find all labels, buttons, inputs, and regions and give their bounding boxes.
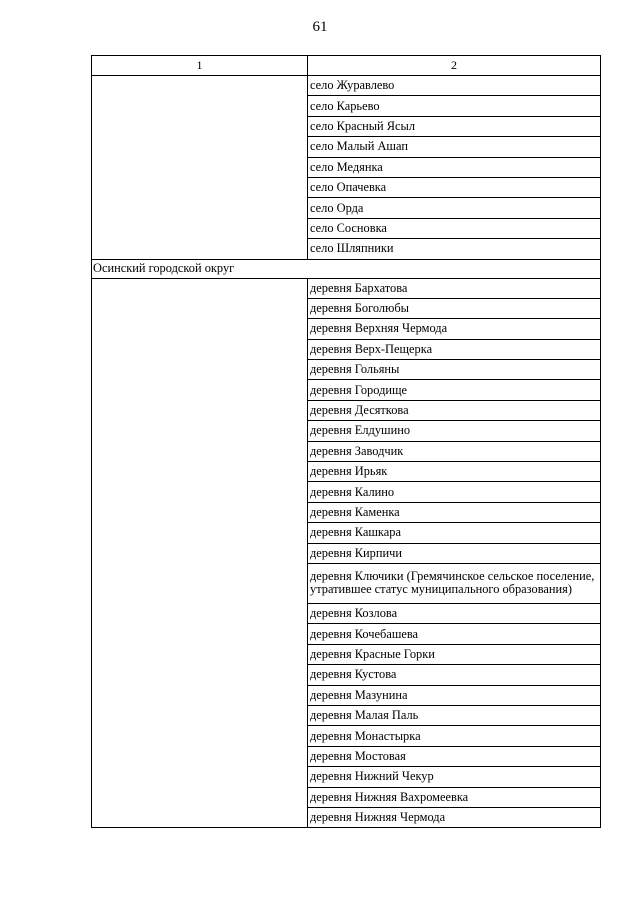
settlement-name: деревня Козлова [308, 603, 601, 623]
region-row [92, 259, 601, 278]
settlement-name: деревня Мостовая [308, 746, 601, 766]
empty-region-cell [92, 278, 308, 828]
settlement-name: деревня Верх-Пещерка [308, 339, 601, 359]
settlement-name: деревня Каменка [308, 502, 601, 522]
settlement-name: деревня Нижняя Вахромеевка [308, 787, 601, 807]
settlement-name: деревня Кочебашева [308, 624, 601, 644]
settlement-name: деревня Кашкара [308, 523, 601, 543]
settlement-name: село Сосновка [308, 218, 601, 238]
settlement-name: село Шляпники [308, 239, 601, 259]
settlement-name: деревня Верхняя Чермода [308, 319, 601, 339]
settlement-name: деревня Мазунина [308, 685, 601, 705]
settlement-name: село Малый Ашап [308, 137, 601, 157]
table-row [92, 278, 601, 298]
table-header-row [92, 56, 601, 76]
settlement-name: деревня Городище [308, 380, 601, 400]
column-header-2: 2 [308, 56, 601, 76]
settlement-name: село Орда [308, 198, 601, 218]
settlement-name: деревня Нижний Чекур [308, 767, 601, 787]
settlement-name: деревня Малая Паль [308, 705, 601, 725]
block2-body [92, 278, 601, 828]
settlement-name: село Медянка [308, 157, 601, 177]
block1-body [92, 76, 601, 260]
settlement-name: деревня Боголюбы [308, 298, 601, 318]
settlement-name: село Красный Ясыл [308, 116, 601, 136]
settlement-name: деревня Кустова [308, 665, 601, 685]
settlement-name: деревня Десяткова [308, 400, 601, 420]
settlement-name: деревня Кирпичи [308, 543, 601, 563]
settlement-name: деревня Заводчик [308, 441, 601, 461]
settlements-table [91, 55, 601, 828]
settlement-name: село Карьево [308, 96, 601, 116]
empty-region-cell [92, 76, 308, 260]
settlement-name: деревня Монастырка [308, 726, 601, 746]
settlement-name: деревня Бархатова [308, 278, 601, 298]
settlement-name: деревня Калино [308, 482, 601, 502]
settlement-name: деревня Нижняя Чермода [308, 807, 601, 827]
settlement-name: село Журавлево [308, 76, 601, 96]
region-name: Осинский городской округ [92, 259, 601, 278]
settlement-name: деревня Ирьяк [308, 462, 601, 482]
column-header-1: 1 [92, 56, 308, 76]
settlement-name: село Опачевка [308, 177, 601, 197]
table-row [92, 76, 601, 96]
settlement-name: деревня Красные Горки [308, 644, 601, 664]
settlement-name: деревня Гольяны [308, 360, 601, 380]
settlement-name: деревня Елдушино [308, 421, 601, 441]
page-number: 61 [312, 19, 328, 35]
settlement-name: деревня Ключики (Гремячинское сельское поселение, утратившее статус муниципального образования) [308, 563, 601, 603]
